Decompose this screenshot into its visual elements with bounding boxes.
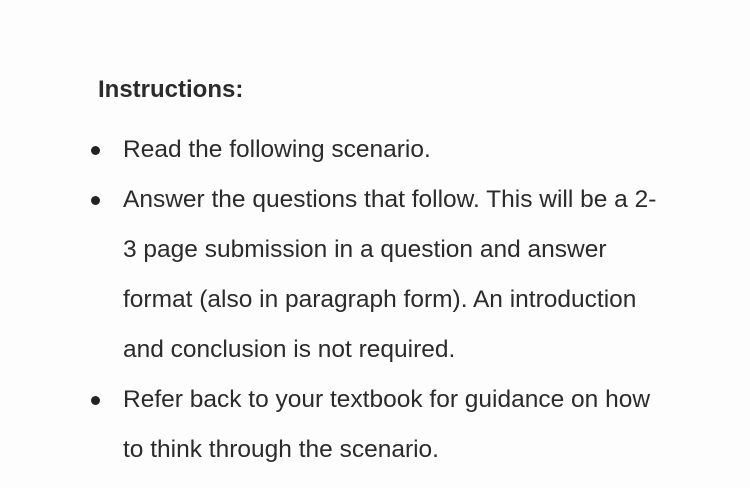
list-item-text: Answer the questions that follow. This will be a 2-3 page submission in a question and answer format (also in paragraph form). An introduction and conclusion is not required. [123, 186, 657, 363]
bullet-icon [91, 146, 100, 155]
list-item [0, 125, 663, 175]
list-item [0, 375, 663, 475]
list-item-text: Refer back to your textbook for guidance on how to think through the scenario. [123, 386, 651, 463]
bullet-icon [91, 396, 100, 405]
instructions-list [0, 125, 750, 475]
list-item-text: Read the following scenario. [123, 136, 431, 163]
instructions-heading: Instructions: [98, 76, 244, 103]
list-item [0, 175, 663, 375]
bullet-icon [91, 196, 100, 205]
